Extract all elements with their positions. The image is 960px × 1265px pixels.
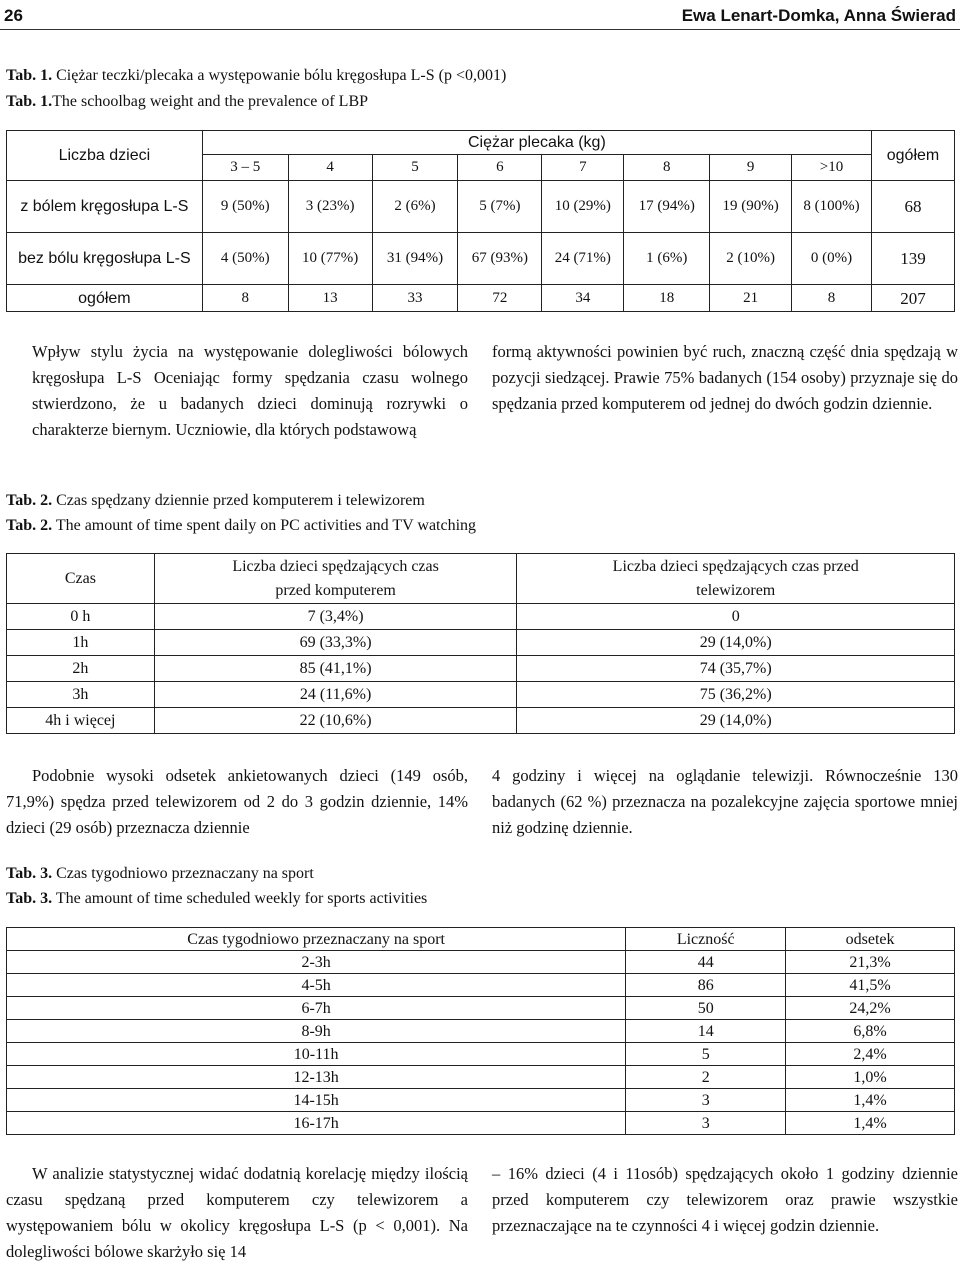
- table-cell: 85 (41,1%): [154, 656, 517, 682]
- table-cell: 13: [288, 285, 372, 312]
- table-cell: 86: [626, 974, 786, 997]
- header-children: Liczba dzieci: [7, 131, 203, 181]
- paragraph: 4 godziny i więcej na oglądanie telewizji. Równocześnie 130 badanych (62 %) przeznacza na pozalekcyjne zajęcia sportowe mniej niż godzinę dziennie.: [492, 766, 958, 837]
- table-cell: 2-3h: [7, 951, 626, 974]
- table-row: [7, 656, 955, 682]
- tab2-caption-en-text: The amount of time spent daily on PC activities and TV watching: [52, 517, 477, 534]
- tab2-label-en: Tab. 2.: [6, 517, 53, 534]
- table-cell: 8-9h: [7, 1020, 626, 1043]
- table-cell: 24,2%: [786, 997, 955, 1020]
- table-cell: 9 (50%): [202, 181, 288, 233]
- tab3-label-en: Tab. 3.: [6, 890, 53, 907]
- table-row: [7, 974, 955, 997]
- tab2-caption-pl-text: Czas spędzany dziennie przed komputerem i telewizorem: [52, 492, 425, 509]
- table-cell: 74 (35,7%): [517, 656, 955, 682]
- table-cell: 24 (71%): [542, 233, 624, 285]
- table-cell: 0 (0%): [792, 233, 872, 285]
- table-row: [7, 1043, 955, 1066]
- table-row: [7, 630, 955, 656]
- text-block-2-left: [6, 763, 468, 841]
- table-cell: 29 (14,0%): [517, 708, 955, 734]
- table-cell: 4-5h: [7, 974, 626, 997]
- weight-header: 8: [624, 155, 710, 181]
- header-percent: odsetek: [786, 928, 955, 951]
- text-block-3-left: [6, 1161, 468, 1265]
- table-cell: 4 (50%): [202, 233, 288, 285]
- table-3: [6, 927, 955, 1135]
- table-cell: 69 (33,3%): [154, 630, 517, 656]
- table-cell: 33: [372, 285, 458, 312]
- table-row: [7, 1020, 955, 1043]
- header-pc: Liczba dzieci spędzających czas przed komputerem: [154, 554, 517, 604]
- table-cell: 6,8%: [786, 1020, 955, 1043]
- paragraph: formą aktywności powinien być ruch, znaczną część dnia spędzają w pozycji siedzącej. Prawie 75% badanych (154 osoby) przyznaje się do spędzania przed komputerem od jednej do dwóch godzin dziennie.: [492, 342, 958, 413]
- header-total: ogółem: [871, 131, 954, 181]
- table-row: [7, 233, 955, 285]
- weight-header: 6: [458, 155, 542, 181]
- weight-header: 5: [372, 155, 458, 181]
- table-cell: 2,4%: [786, 1043, 955, 1066]
- weight-header: 4: [288, 155, 372, 181]
- paragraph: Podobnie wysoki odsetek ankietowanych dzieci (149 osób, 71,9%) spędza przed telewizorem od 2 do 3 godzin dziennie, 14% dzieci (29 osób) przeznacza dziennie: [6, 766, 468, 837]
- table-row: [7, 682, 955, 708]
- page-number: 26: [4, 6, 23, 25]
- tab1-caption-pl: [6, 64, 506, 88]
- table-cell: 2h: [7, 656, 155, 682]
- table-cell: 1,4%: [786, 1089, 955, 1112]
- row-total: 207: [871, 285, 954, 312]
- row-total: 139: [871, 233, 954, 285]
- table-cell: 1,0%: [786, 1066, 955, 1089]
- table-row: [7, 1066, 955, 1089]
- tab2-caption-en: [6, 514, 476, 538]
- table-cell: 14-15h: [7, 1089, 626, 1112]
- table-cell: 4h i więcej: [7, 708, 155, 734]
- table-cell: 50: [626, 997, 786, 1020]
- table-cell: 0 h: [7, 604, 155, 630]
- table-row: [7, 1112, 955, 1135]
- table-cell: 10-11h: [7, 1043, 626, 1066]
- table-cell: 10 (77%): [288, 233, 372, 285]
- table-cell: 34: [542, 285, 624, 312]
- weight-header: 9: [710, 155, 792, 181]
- table-cell: 1 (6%): [624, 233, 710, 285]
- table-cell: 16-17h: [7, 1112, 626, 1135]
- header-count: Liczność: [626, 928, 786, 951]
- table-cell: 41,5%: [786, 974, 955, 997]
- table-row: [7, 1089, 955, 1112]
- table-cell: 2: [626, 1066, 786, 1089]
- table-cell: 6-7h: [7, 997, 626, 1020]
- table-cell: 10 (29%): [542, 181, 624, 233]
- weight-header: 7: [542, 155, 624, 181]
- header-tv: Liczba dzieci spędzających czas przed telewizorem: [517, 554, 955, 604]
- row-label: bez bólu kręgosłupa L-S: [7, 233, 203, 285]
- weight-header: 3 – 5: [202, 155, 288, 181]
- table-cell: 8: [792, 285, 872, 312]
- tab1-label-pl: Tab. 1.: [6, 67, 53, 84]
- table-cell: 8: [202, 285, 288, 312]
- table-cell: 8 (100%): [792, 181, 872, 233]
- table-row: [7, 708, 955, 734]
- text-block-2-right: [492, 763, 958, 841]
- table-row: [7, 285, 955, 312]
- table-cell: 3h: [7, 682, 155, 708]
- table-row: [7, 604, 955, 630]
- tab1-caption-en: [6, 90, 368, 114]
- table-row: [7, 997, 955, 1020]
- table-cell: 5: [626, 1043, 786, 1066]
- weight-header: >10: [792, 155, 872, 181]
- table-cell: 24 (11,6%): [154, 682, 517, 708]
- running-header: [0, 0, 960, 30]
- text-block-1-left: [32, 339, 468, 443]
- table-cell: 12-13h: [7, 1066, 626, 1089]
- table-cell: 0: [517, 604, 955, 630]
- tab1-label-en: Tab. 1.: [6, 93, 53, 110]
- table-cell: 2 (6%): [372, 181, 458, 233]
- table-cell: 18: [624, 285, 710, 312]
- header-sport-time: Czas tygodniowo przeznaczany na sport: [7, 928, 626, 951]
- table-cell: 31 (94%): [372, 233, 458, 285]
- table-cell: 29 (14,0%): [517, 630, 955, 656]
- table-cell: 19 (90%): [710, 181, 792, 233]
- tab3-caption-en-text: The amount of time scheduled weekly for sports activities: [52, 890, 428, 907]
- table-cell: 5 (7%): [458, 181, 542, 233]
- row-label: z bólem kręgosłupa L-S: [7, 181, 203, 233]
- header-time: Czas: [7, 554, 155, 604]
- row-label: ogółem: [7, 285, 203, 312]
- paragraph: Wpływ stylu życia na występowanie dolegliwości bólowych kręgosłupa L-S Oceniając formy spędzania czasu wolnego stwierdzono, że u badanych dzieci dominują rozrywki o charakterze biernym. Uczniowie, dla których podstawową: [32, 342, 468, 439]
- table-cell: 44: [626, 951, 786, 974]
- paragraph: – 16% dzieci (4 i 11osób) spędzających około 1 godziny dziennie przed komputerem czy telewizorem oraz prawie wszystkie przeznaczające na te czynności 4 i więcej godzin dziennie.: [492, 1164, 958, 1235]
- header-rule: [0, 29, 960, 30]
- table-cell: 3 (23%): [288, 181, 372, 233]
- header-weight: Ciężar plecaka (kg): [202, 131, 871, 155]
- table-cell: 1h: [7, 630, 155, 656]
- tab3-caption-pl: [6, 862, 314, 886]
- table-cell: 2 (10%): [710, 233, 792, 285]
- paragraph: W analizie statystycznej widać dodatnią korelację między ilością czasu spędzaną przed komputerem czy telewizorem a występowaniem bólu w okolicy kręgosłupa L-S (p < 0,001). Na dolegliwości bólowe skarżyło się 14: [6, 1164, 468, 1261]
- tab1-caption-en-text: The schoolbag weight and the prevalence of LBP: [52, 93, 369, 110]
- table-cell: 7 (3,4%): [154, 604, 517, 630]
- table-cell: 1,4%: [786, 1112, 955, 1135]
- tab2-caption-pl: [6, 489, 425, 513]
- table-row: [7, 181, 955, 233]
- table-cell: 17 (94%): [624, 181, 710, 233]
- tab3-caption-pl-text: Czas tygodniowo przeznaczany na sport: [52, 865, 314, 882]
- tab2-label-pl: Tab. 2.: [6, 492, 53, 509]
- tab1-caption-pl-text: Ciężar teczki/plecaka a występowanie bólu kręgosłupa L-S (p <0,001): [52, 67, 507, 84]
- table-cell: 67 (93%): [458, 233, 542, 285]
- table-cell: 3: [626, 1089, 786, 1112]
- row-total: 68: [871, 181, 954, 233]
- tab3-label-pl: Tab. 3.: [6, 865, 53, 882]
- table-cell: 21,3%: [786, 951, 955, 974]
- running-head-authors: Ewa Lenart-Domka, Anna Świerad: [681, 6, 956, 25]
- table-row: [7, 951, 955, 974]
- table-2: [6, 553, 955, 734]
- table-cell: 75 (36,2%): [517, 682, 955, 708]
- table-cell: 14: [626, 1020, 786, 1043]
- table-cell: 21: [710, 285, 792, 312]
- table-cell: 72: [458, 285, 542, 312]
- table-cell: 3: [626, 1112, 786, 1135]
- table-cell: 22 (10,6%): [154, 708, 517, 734]
- table-1: [6, 130, 955, 312]
- tab3-caption-en: [6, 887, 427, 911]
- text-block-3-right: [492, 1161, 958, 1239]
- text-block-1-right: [492, 339, 958, 417]
